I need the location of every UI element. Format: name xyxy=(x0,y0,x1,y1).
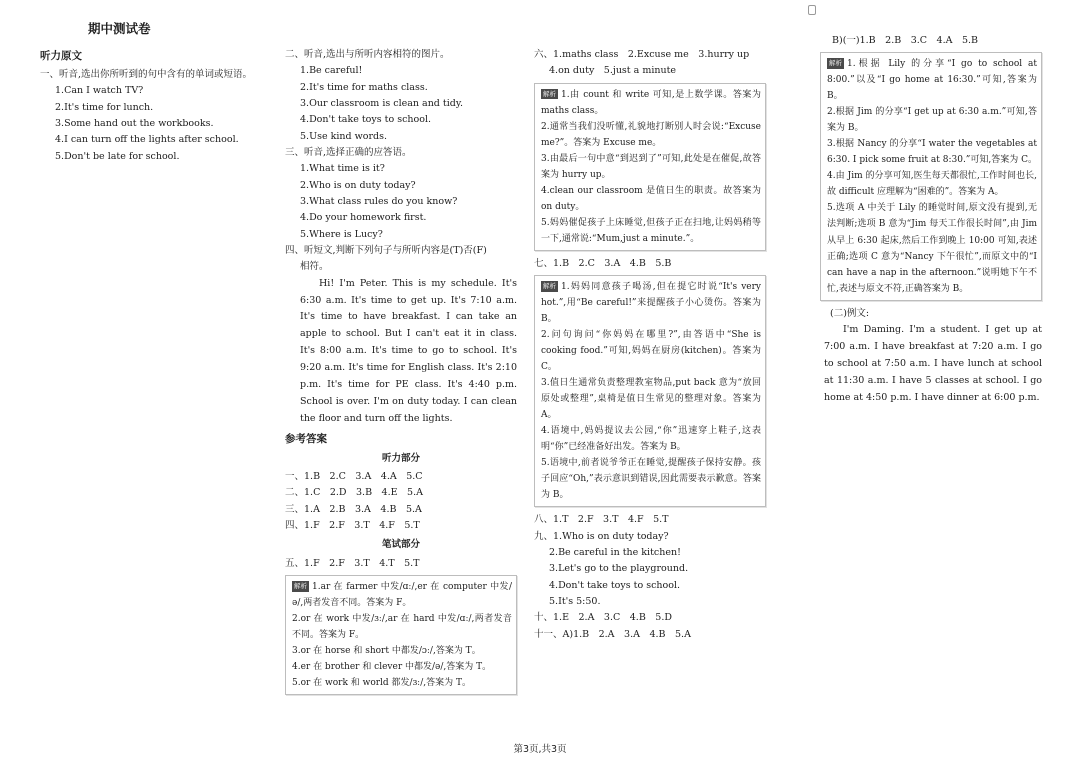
answer-line: 六、1.maths class 2.Excuse me 3.hurry up xyxy=(534,49,750,60)
analysis-item: 2.问句询问“你妈妈在哪里?”,由答语中“She is cooking food.”可知,妈妈在厨房(kitchen)。答案为 C。 xyxy=(541,330,761,373)
answer-line: 八、1.T 2.F 3.T 4.F 5.T xyxy=(534,514,669,526)
answer-line: 二、1.C 2.D 3.B 4.E 5.A xyxy=(285,487,423,499)
analysis-item: 2.or 在 work 中发/ɜː/,ar 在 hard 中发/ɑː/,两者发音不同。答案为 F。 xyxy=(292,614,512,641)
analysis-tag: 解析 xyxy=(543,89,556,98)
analysis-item: 解析 1.妈妈同意孩子喝汤,但在提它时说“It's very hot.”,用“Be careful!”来提醒孩子小心烫伤。答案为 B。 xyxy=(541,282,761,325)
analysis-item: 2.根据 Jim 的分享“I get up at 6:30 a.m.”可知,答案为 B。 xyxy=(827,107,1037,134)
script-line: 3.Some hand out the workbooks. xyxy=(55,118,214,130)
column-listening-script xyxy=(40,47,280,165)
script-line: 3.Our classroom is clean and tidy. xyxy=(300,97,463,109)
analysis-item: 解析 1.根据 Lily 的分享“I go to school at 8:00.”以及“I go home at 16:30.”可知,答案为 B。 xyxy=(827,59,1037,102)
answer-line: 五、1.F 2.F 3.T 4.T 5.T xyxy=(285,557,420,569)
analysis-box xyxy=(534,275,766,507)
analysis-item: 5.妈妈催促孩子上床睡觉,但孩子正在扫地,让妈妈稍等一下,通常说:“Mum,just a minute.”。 xyxy=(541,217,761,244)
answers-heading: 参考答案 xyxy=(285,432,327,445)
script-line: 4.Do your homework first. xyxy=(300,212,427,224)
analysis-item: 解析 1.由 count 和 write 可知,是上数学课。答案为 maths class。 xyxy=(541,89,761,116)
answer-line: 九、1.Who is on duty today? xyxy=(534,530,669,542)
analysis-tag: 解析 xyxy=(829,59,842,68)
script-line: 1.Be careful! xyxy=(300,65,363,77)
column-2 xyxy=(285,47,517,700)
answer-line: B)(一)1.B 2.B 3.C 4.A 5.B xyxy=(832,35,978,46)
script-line: 3.What class rules do you know? xyxy=(300,195,458,207)
analysis-item: 3.由最后一句中意“到迟到了”可知,此处是在催促,故答案为 hurry up。 xyxy=(541,153,761,180)
script-line: 2.It's time for lunch. xyxy=(55,101,154,113)
script-line: 4.I can turn off the lights after school. xyxy=(55,134,239,146)
section-4-instruction-cont: 相符。 xyxy=(300,261,329,273)
analysis-tag: 解析 xyxy=(543,282,556,291)
answer-line: 4.on duty 5.just a minute xyxy=(549,65,677,77)
answer-line: 七、1.B 2.C 3.A 4.B 5.B xyxy=(534,257,672,269)
example-heading: (二)例文: xyxy=(830,307,870,319)
script-line: 1.Can I watch TV? xyxy=(55,85,144,97)
column-3 xyxy=(534,47,766,643)
section-2-instruction: 二、听音,选出与所听内容相符的图片。 xyxy=(285,49,450,60)
written-part-heading: 笔试部分 xyxy=(381,539,420,551)
answer-line: 5.It's 5:50. xyxy=(549,596,601,607)
answer-line: 十、1.E 2.A 3.C 4.B 5.D xyxy=(534,612,672,624)
script-line: 5.Where is Lucy? xyxy=(300,228,383,240)
page-footer: 第3页,共3页 xyxy=(513,744,567,755)
listening-part-heading: 听力部分 xyxy=(381,452,420,464)
analysis-tag: 解析 xyxy=(294,582,307,591)
analysis-item: 4.语境中,妈妈提议去公园,“你”迅速穿上鞋子,这表明“你”已经准备好出发。答案为 B。 xyxy=(541,426,761,453)
listening-script-heading: 听力原文 xyxy=(40,50,82,62)
analysis-item: 2.通常当我们没听懂,礼貌地打断别人时会说:“Excuse me?”。答案为 Excuse me。 xyxy=(541,121,761,148)
answer-line: 四、1.F 2.F 3.T 4.F 5.T xyxy=(285,520,420,532)
analysis-item: 5.选项 A 中关于 Lily 的睡觉时间,原文没有提到,无法判断;选项 B 意为“Jim 每天工作很长时间”,由 Jim 从早上 6:30 起床,然后工作到晚上 10:00 可知,表述正确;选项 C 意为“Nancy 下午很忙”,而原文中的“I can have a nap in the afternoon.”说明她下午不忙,表述与原文不符,正确答案为 B。 xyxy=(827,203,1037,294)
analysis-box xyxy=(820,52,1042,300)
analysis-box xyxy=(285,575,517,695)
answer-line: 一、1.B 2.C 3.A 4.A 5.C xyxy=(285,471,423,483)
section-4-instruction: 四、听短文,判断下列句子与所听内容是(T)否(F) xyxy=(285,244,487,256)
example-essay: I'm Daming. I'm a student. I get up at 7:00 a.m. I have breakfast at 7:20 a.m. I go to school at 7:50 a.m. I have lunch at school at 11:30 a.m. I have 5 classes at school. I go home at 4:50 p.m. I have dinner at 6:00 p.m. xyxy=(824,323,1042,403)
page-title: 期中测试卷 xyxy=(88,21,151,36)
analysis-item: 3.根据 Nancy 的分享“I water the vegetables at 6:30. I pick some fruit at 8:30.”可知,答案为 C。 xyxy=(827,139,1038,166)
answer-line: 十一、A)1.B 2.A 3.A 4.B 5.A xyxy=(534,628,691,640)
analysis-item: 4.clean our classroom 是值日生的职责。故答案为 on duty。 xyxy=(541,185,761,212)
analysis-item: 4.er 在 brother 和 clever 中都发/ə/,答案为 T。 xyxy=(292,662,492,673)
analysis-item: 4.由 Jim 的分享可知,医生每天都很忙,工作时间也长,故 difficult 应理解为“困难的”。答案为 A。 xyxy=(827,171,1037,198)
script-line: 5.Don't be late for school. xyxy=(55,150,180,162)
answer-line: 三、1.A 2.B 3.A 4.B 5.A xyxy=(285,503,422,515)
analysis-item: 5.or 在 work 和 world 都发/ɜː/,答案为 T。 xyxy=(292,678,471,689)
analysis-item: 3.值日生通常负责整理教室物品,put back 意为“放回原处或整理”,桌椅是值日生常见的整理对象。答案为 A。 xyxy=(541,378,761,421)
paperclip-icon xyxy=(808,5,816,15)
analysis-box xyxy=(534,83,766,251)
column-4 xyxy=(820,33,1042,406)
script-line: 4.Don't take toys to school. xyxy=(300,114,432,126)
answer-line: 3.Let's go to the playground. xyxy=(549,563,689,575)
script-line: 2.It's time for maths class. xyxy=(300,81,428,93)
listening-passage: Hi! I'm Peter. This is my schedule. It's 6:30 a.m. It's time to get up. It's 7:10 a.m. It's time to have breakfast. I can take an apple to school. But I can't eat it in class. It's 8:00 a.m. It's time to go to school. It's 9:20 a.m. It's time for English class. It's 2:10 p.m. It's time for PE class. It's 4:40 p.m. School is over. I'm on duty today. I can clean the floor and turn off the lights. xyxy=(300,277,517,424)
analysis-item: 3.or 在 horse 和 short 中都发/ɔː/,答案为 T。 xyxy=(292,646,481,657)
analysis-item: 解析 1.ar 在 farmer 中发/ɑː/,er 在 computer 中发/ə/,两者发音不同。答案为 F。 xyxy=(292,582,512,609)
answer-line: 4.Don't take toys to school. xyxy=(549,579,681,591)
analysis-item: 5.语境中,前者说爷爷正在睡觉,提醒孩子保持安静。孩子回应“Oh,”表示意识到错误,因此需要表示歉意。答案为 B。 xyxy=(541,458,761,501)
script-line: 5.Use kind words. xyxy=(300,130,387,142)
script-line: 2.Who is on duty today? xyxy=(300,179,416,191)
answer-line: 2.Be careful in the kitchen! xyxy=(549,547,681,559)
script-line: 1.What time is it? xyxy=(300,163,385,175)
section-1-instruction: 一、听音,选出你所听到的句中含有的单词或短语。 xyxy=(40,69,253,81)
section-3-instruction: 三、听音,选择正确的应答语。 xyxy=(285,146,412,158)
